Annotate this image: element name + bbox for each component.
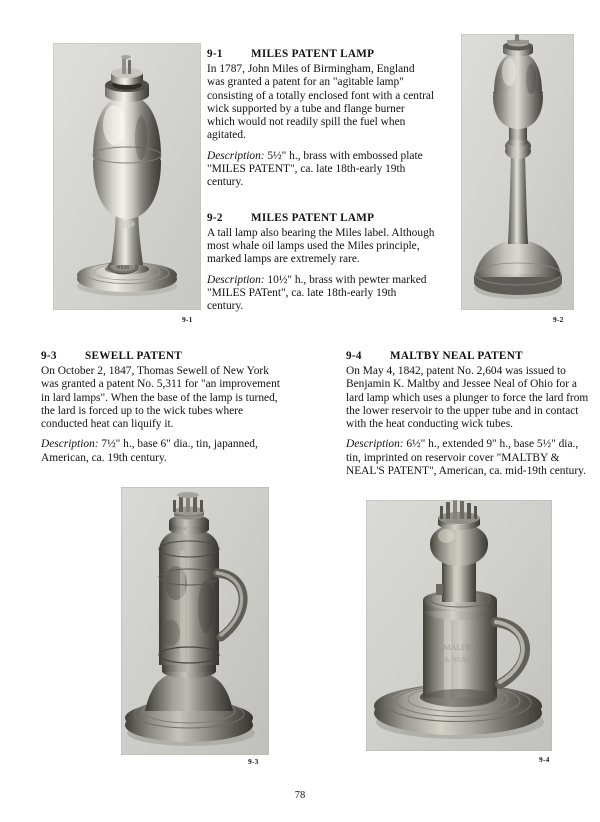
entry-9-1-body: In 1787, John Miles of Birmingham, England was granted a patent for an "agitable lamp" consisting of a totally enclosed font with a central wick supported by a tube and flange burner which would not readily spill the fuel when agitated. bbox=[207, 63, 435, 142]
entry-9-4-number: 9-4 bbox=[346, 350, 362, 362]
entry-9-2-title bbox=[207, 212, 435, 224]
entry-9-3-description bbox=[41, 438, 286, 465]
entry-9-3-number: 9-3 bbox=[41, 350, 57, 362]
entry-9-3-description-label: Description: bbox=[41, 438, 99, 451]
entry-9-2-description bbox=[207, 274, 435, 314]
entry-9-1-description-label: Description: bbox=[207, 149, 265, 162]
entry-9-1-description-text: 5½" h., brass with embossed plate "MILES PATENT", ca. late 18th-early 19th century. bbox=[207, 149, 423, 189]
figure-photo-9-1 bbox=[53, 43, 201, 310]
figure-caption-9-3: 9-3 bbox=[248, 757, 259, 766]
page-number: 78 bbox=[294, 790, 306, 801]
entry-9-4-body: On May 4, 1842, patent No. 2,604 was issued to Benjamin K. Maltby and Jessee Neal of Ohio for a lard lamp which uses a plunger to force the lard from the lower reservoir to the upper tube and in contact with the heat conducting wick tubes. bbox=[346, 365, 589, 431]
entry-9-4-description-text: 6½" h., extended 9" h., base 5½" dia., tin, imprinted on reservoir cover "MALTBY & NEAL'S PATENT", American, ca. mid-19th century. bbox=[346, 438, 586, 478]
figure-caption-9-4: 9-4 bbox=[539, 755, 550, 764]
entry-9-4-title-text: MALTBY NEAL PATENT bbox=[390, 350, 523, 362]
entry-9-2-number: 9-2 bbox=[207, 211, 223, 224]
figure-photo-9-3 bbox=[121, 487, 269, 755]
entry-9-1-description bbox=[207, 150, 435, 190]
svg-text:MALTBY: MALTBY bbox=[443, 643, 477, 652]
entry-9-4-description-label: Description: bbox=[346, 438, 404, 451]
entry-9-2 bbox=[207, 212, 435, 314]
entry-9-3-title-text: SEWELL PATENT bbox=[85, 350, 183, 362]
svg-text:MILES: MILES bbox=[116, 264, 130, 270]
entry-9-3-title bbox=[41, 350, 286, 362]
text-column-bottom-right bbox=[346, 350, 594, 478]
entry-9-4-description bbox=[346, 438, 594, 478]
entry-9-2-description-text: 10½" h., brass with pewter marked "MILES PATent", ca. late 18th-early 19th century. bbox=[207, 273, 427, 313]
entry-9-1-title bbox=[207, 48, 435, 60]
entry-9-2-title-text: MILES PATENT LAMP bbox=[251, 211, 375, 224]
text-column-bottom-left bbox=[41, 350, 286, 465]
entry-9-2-description-label: Description: bbox=[207, 273, 265, 286]
entry-9-1-number: 9-1 bbox=[207, 48, 223, 60]
figure-caption-9-2: 9-2 bbox=[553, 315, 564, 324]
text-column-top-right bbox=[207, 48, 435, 313]
entry-9-1 bbox=[207, 48, 435, 190]
entry-9-3 bbox=[41, 350, 286, 465]
entry-9-4-title bbox=[346, 350, 594, 362]
figure-photo-9-4 bbox=[366, 500, 552, 751]
figure-caption-9-1: 9-1 bbox=[182, 315, 193, 324]
entry-9-4 bbox=[346, 350, 594, 478]
svg-text:& NEAL'S: & NEAL'S bbox=[444, 656, 476, 664]
entry-9-2-body: A tall lamp also bearing the Miles label. Although most whale oil lamps used the Miles principle, marked lamps are extremely rare. bbox=[207, 226, 435, 266]
entry-9-3-body: On October 2, 1847, Thomas Sewell of New York was granted a patent No. 5,311 for "an improvement in lard lamps". When the base of the lamp is turned, the lard is forced up to the wick tubes where conducted heat can liquify it. bbox=[41, 365, 280, 431]
figure-photo-9-2 bbox=[461, 34, 574, 310]
entry-9-3-description-text: 7½" h., base 6" dia., tin, japanned, American, ca. 19th century. bbox=[41, 438, 258, 464]
entry-9-1-title-text: MILES PATENT LAMP bbox=[251, 48, 375, 60]
